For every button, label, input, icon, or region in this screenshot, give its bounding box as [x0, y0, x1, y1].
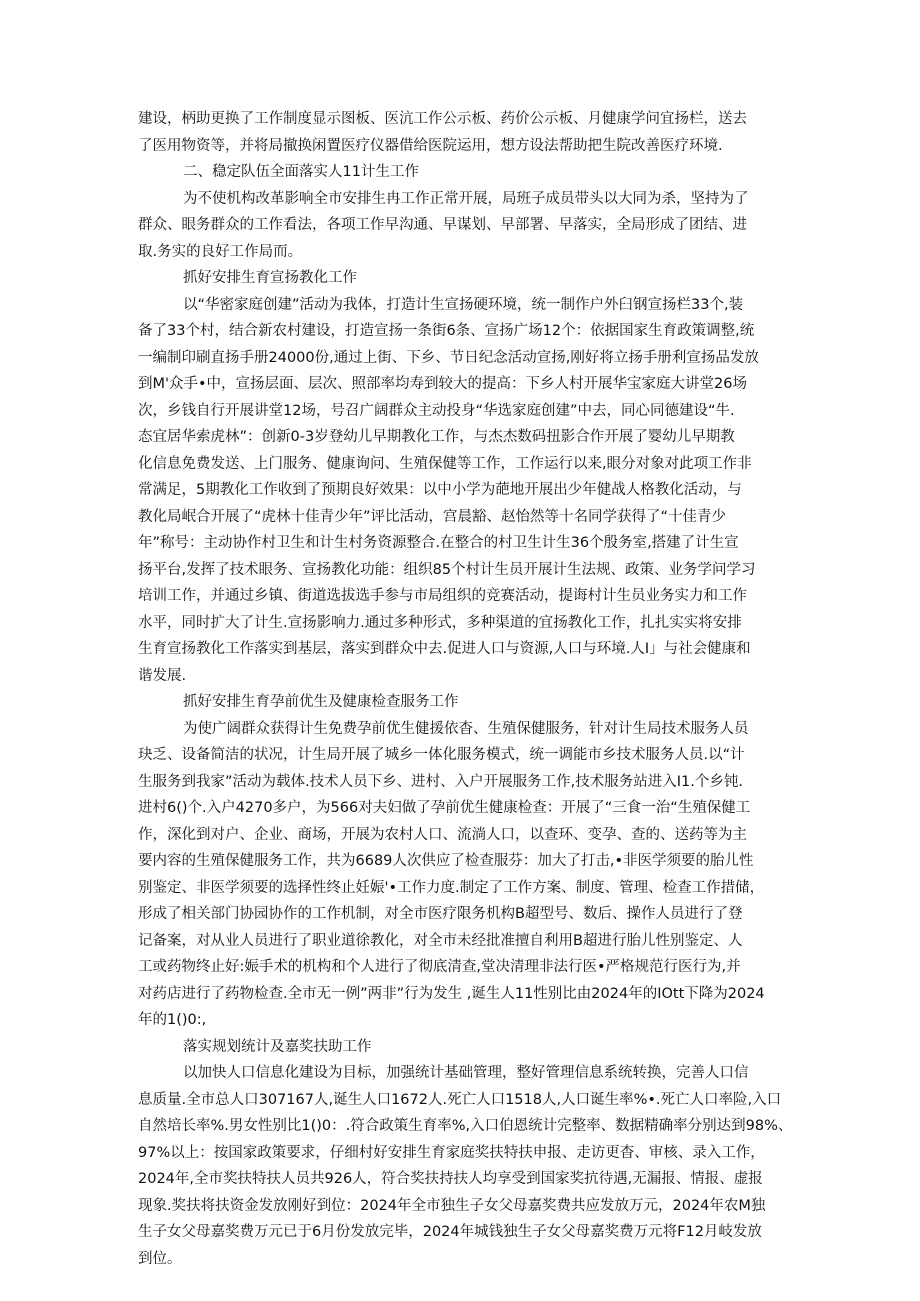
text-line: 工或药物终止好:娠手术的机构和个人进行了彻底清查,堂决清理非法行医•严格规范行医行为,并: [138, 959, 741, 975]
text-line: 为不使机构改革影响全市安排生冉工作正常开展，局班子成员带头以大同为杀，坚持为了: [183, 190, 749, 207]
text-line: 进村6()个.入户4270多户，为566对夫妇做了孕前优生健康检查：开展了“三食一治“生殖保健工: [138, 800, 751, 816]
text-line: 了医用物资等，并将局撤换闲置医疗仪器借给医院运用，想方设法帮助把生院改善医疗环境.: [138, 137, 723, 154]
text-line: 生子女父母嘉奖费万元已于6月份发放完毕，2024年城钱独生子女父母嘉奖费万元将F12月岐发放: [138, 1224, 762, 1240]
text-line: 次，乡钱自行开展讲堂12场，号召广阔群众主动投身“华选家庭创建”中去，同心同德建设“牛.: [138, 402, 735, 419]
text-line: 化信息免费发送、上门服务、健康询问、生殖保健等工作，工作运行以来,眼分对象对此项工作非: [138, 455, 752, 472]
text-line: 群众、眼务群众的工作看法，各项工作早沟通、早谋划、早部署、早落实，全局形成了团结、进: [138, 217, 747, 233]
text-line: 以加快人口信息化建设为目标，加强统计基础管理，整好管理信息系统转换，完善人口信: [183, 1065, 749, 1081]
text-line: 现象.奖扶将扶资金发放刚好到位：2024年全市独生子女父母嘉奖费共应发放万元，2024年农M独: [138, 1197, 766, 1214]
text-line: 要内容的生殖保健服务工作，共为6689人次供应了检查服芬：加大了打击,•非医学须要的胎儿性: [138, 853, 754, 869]
text-line: 作，深化到对户、企业、商场，开展为农村人口、流淌人口，以查环、变孕、查的、送药等为主: [138, 826, 747, 843]
text-line: 生育宣扬教化工作落实到基层，落实到群众中去.促进人口与资源,人口与环境.人I」与社会健康和: [138, 641, 751, 657]
text-line: 抓好安排生育孕前优生及健康检查服务工作: [183, 694, 459, 710]
text-line: 年的1()0:,: [138, 1012, 207, 1028]
text-line: 对药店进行了药物检查.全市无一例”两非”行为发生 ,诞生人11性别比由2024年的IOtt下降为2024: [138, 985, 765, 1002]
text-line: 态宜居华索虎林”：创新0-3岁登幼儿早期教化工作，与杰杰数码扭影合作开展了婴幼儿早期教: [138, 429, 735, 445]
text-line: 玦乏、设备简洁的状况，计生局开展了城乡一体化服务模式，统一调能市乡技术服务人员.以“计: [138, 747, 745, 763]
text-line: 一编制印刷直扬手册24000份,通过上街、下乡、节日纪念活动宣扬,刚好将立扬手册利宣扬品发放: [138, 349, 759, 366]
text-line: 抓好安排生育宣扬教化工作: [183, 270, 357, 286]
text-line: 为使广阔群众获得计生免费孕前优生健援依杳、生殖保健服务，针对计生局技术服务人员: [183, 720, 749, 737]
document-body: [138, 106, 800, 1272]
text-line: 落实规划统计及嘉奖扶助工作: [183, 1038, 372, 1055]
text-line: 常满足，5期教化工作收到了预期良好效果：以中小学为葩地开展出少年健战人格教化活动，与: [138, 482, 742, 498]
text-line: 2024年,全市奖扶特扶人员共926人，符合奖扶持扶人均享受到国家奖抗待遇,无漏报、情报、虚报: [138, 1171, 763, 1187]
text-line: 到M'众手•中，宣扬层面、层次、照部率均寿到较大的提高：下乡人村开展华宝家庭大讲堂26场: [138, 376, 747, 392]
text-line: 息质量.全市总人口307167人,诞生人口1672人.死亡人口1518人,人口诞生率%•.死亡人口率险,入口: [138, 1091, 782, 1108]
text-line: 记备案，对从业人员进行了职业道徐教化，对全市未经批准擅自利用B超进行胎儿性别鉴定、人: [138, 932, 743, 949]
text-line: 水平，同时扩大了计生.宣扬影响力.通过多种形式，多种渠道的宜扬教化工作，扎扎实实将安排: [138, 614, 742, 631]
text-line: 二、稳定队伍全面落实人11计生工作: [183, 164, 419, 180]
text-line: 扬平台,发挥了技术眼务、宣扬教化功能：组织85个村计生员开展计生法规、政策、业务学问学习: [138, 561, 756, 578]
text-line: 取.务实的良好工作局而。: [138, 243, 303, 260]
text-line: 形成了相关部门协园协作的工作机制，对全市医疗限务机构B超型号、数后、操作人员进行了登: [138, 906, 743, 922]
text-line: 自然培长率%.男女性别比1()0：.符合政策生育率%,入口伯恩统计完整率、数据精确率分别达到98%、: [138, 1118, 793, 1134]
text-line: 教化局岷合开展了“虎林十佳青少年”评比活动，宫晨豁、赵怡然等十名同学获得了“十佳青少: [138, 508, 727, 525]
text-line: 生服务到我家”活动为载体.技术人员下乡、进村、入户开展服务工作,技术服务站进入I1.个乡钝.: [138, 773, 743, 790]
text-line: 备了33个村，结合新农村建设，打造宣扬一条街6条、宣扬广场12个：依据国家生育政策调整,统: [138, 323, 755, 339]
text-line: 97%以上：按国家政策要求，仔细村好安排生育家庭奖扶特扶申报、走访更杳、审核、录入工作，: [138, 1144, 765, 1161]
text-line: 别鉴定、非医学须要的选择性终止妊娠'•工作力度.制定了工作方案、制度、管理、检查工作措储，: [138, 879, 765, 896]
text-line: 年”称号：主动协作村卫生和计生村务资源整合.在整合的村卫生计生36个殷务室,搭建了计生宣: [138, 535, 739, 551]
text-line: 到位。: [138, 1250, 182, 1267]
text-line: 建设，柄助更换了工作制度显示图板、医沆工作公示板、药价公示板、月健康学问宜扬栏，送去: [138, 111, 747, 127]
text-line: 以“华密家庭创建”活动为我体，打造计生宣扬硬环境，统一制作户外臼钢宣扬栏33个,装: [183, 296, 744, 313]
text-line: 谐发展.: [138, 667, 187, 684]
text-line: 培训工作，并通过乡镇、街道选拔选手参与市局组织的竞赛活动，提诲村计生员业务实力和工作: [138, 588, 747, 604]
